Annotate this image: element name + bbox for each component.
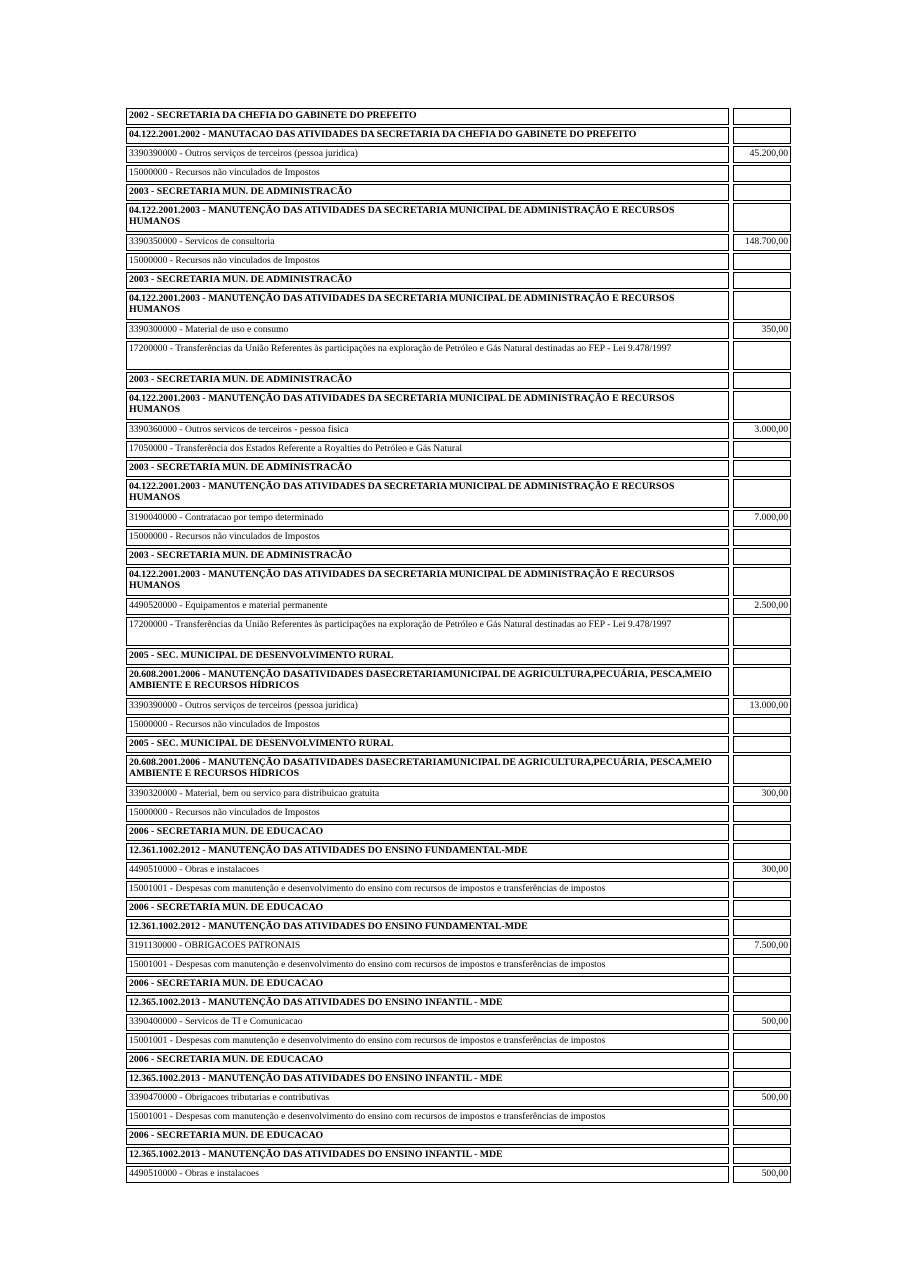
table-header-row (126, 648, 791, 665)
row-description: 15000000 - Recursos não vinculados de Impostos (126, 529, 729, 546)
row-value: 13.000,00 (733, 698, 791, 715)
row-description: 3390300000 - Material de uso e consumo (126, 322, 729, 339)
table-row (126, 1014, 791, 1031)
row-value: 148.700,00 (733, 234, 791, 251)
row-description: 3390360000 - Outros servicos de terceiros - pessoa fisica (126, 422, 729, 439)
table-row (126, 341, 791, 370)
table-row (126, 1033, 791, 1050)
row-value: 350,00 (733, 322, 791, 339)
row-description: 3190040000 - Contratacao por tempo determinado (126, 510, 729, 527)
row-description: 2006 - SECRETARIA MUN. DE EDUCACAO (126, 1052, 729, 1069)
table-header-row (126, 108, 791, 125)
row-value: 300,00 (733, 786, 791, 803)
table-header-row (126, 824, 791, 841)
row-value (733, 976, 791, 993)
table-row (126, 165, 791, 182)
table-header-row (126, 203, 791, 232)
row-description: 2006 - SECRETARIA MUN. DE EDUCACAO (126, 1128, 729, 1145)
table-row (126, 234, 791, 251)
row-description: 20.608.2001.2006 - MANUTENÇÃO DASATIVIDADES DASECRETARIAMUNICIPAL DE AGRICULTURA,PECUÁRIA, PESCA,MEIO AMBIENTE E RECURSOS HÍDRICOS (126, 667, 729, 696)
row-description: 2005 - SEC. MUNICIPAL DE DESENVOLVIMENTO RURAL (126, 648, 729, 665)
row-value: 7.500,00 (733, 938, 791, 955)
row-value (733, 441, 791, 458)
table-row (126, 1109, 791, 1126)
row-value (733, 824, 791, 841)
row-value (733, 291, 791, 320)
row-description: 3390390000 - Outros serviços de terceiros (pessoa juridica) (126, 146, 729, 163)
row-value (733, 272, 791, 289)
table-header-row (126, 372, 791, 389)
row-description: 3191130000 - OBRIGACOES PATRONAIS (126, 938, 729, 955)
table-row (126, 253, 791, 270)
table-row (126, 617, 791, 646)
budget-table (126, 108, 791, 1185)
row-value: 500,00 (733, 1014, 791, 1031)
row-description: 04.122.2001.2003 - MANUTENÇÃO DAS ATIVIDADES DA SECRETARIA MUNICIPAL DE ADMINISTRAÇÃO E RECURSOS HUMANOS (126, 203, 729, 232)
row-description: 04.122.2001.2002 - MANUTACAO DAS ATIVIDADES DA SECRETARIA DA CHEFIA DO GABINETE DO PREFEITO (126, 127, 729, 144)
row-value (733, 165, 791, 182)
row-description: 15000000 - Recursos não vinculados de Impostos (126, 253, 729, 270)
row-description: 3390400000 - Servicos de TI e Comunicacao (126, 1014, 729, 1031)
row-value (733, 548, 791, 565)
row-value (733, 479, 791, 508)
table-header-row (126, 127, 791, 144)
table-header-row (126, 667, 791, 696)
row-value (733, 805, 791, 822)
table-header-row (126, 1128, 791, 1145)
table-header-row (126, 919, 791, 936)
row-description: 3390320000 - Material, bem ou servico para distribuicao gratuita (126, 786, 729, 803)
row-value (733, 900, 791, 917)
table-row (126, 698, 791, 715)
table-row (126, 805, 791, 822)
row-description: 4490520000 - Equipamentos e material permanente (126, 598, 729, 615)
row-value (733, 341, 791, 370)
row-description: 2006 - SECRETARIA MUN. DE EDUCACAO (126, 976, 729, 993)
row-value (733, 995, 791, 1012)
table-header-row (126, 460, 791, 477)
row-description: 04.122.2001.2003 - MANUTENÇÃO DAS ATIVIDADES DA SECRETARIA MUNICIPAL DE ADMINISTRAÇÃO E RECURSOS HUMANOS (126, 291, 729, 320)
table-header-row (126, 391, 791, 420)
row-description: 2003 - SECRETARIA MUN. DE ADMINISTRACÃO (126, 460, 729, 477)
table-header-row (126, 900, 791, 917)
row-description: 3390390000 - Outros serviços de terceiros (pessoa juridica) (126, 698, 729, 715)
row-description: 17200000 - Transferências da União Referentes às participações na exploração de Petróleo e Gás Natural destinadas ao FEP - Lei 9.478/1997 (126, 341, 729, 370)
table-row (126, 1166, 791, 1183)
table-row (126, 529, 791, 546)
row-value (733, 372, 791, 389)
table-header-row (126, 1147, 791, 1164)
row-description: 4490510000 - Obras e instalacoes (126, 862, 729, 879)
row-value (733, 391, 791, 420)
row-description: 2005 - SEC. MUNICIPAL DE DESENVOLVIMENTO RURAL (126, 736, 729, 753)
table-row (126, 881, 791, 898)
row-description: 17200000 - Transferências da União Referentes às participações na exploração de Petróleo e Gás Natural destinadas ao FEP - Lei 9.478/1997 (126, 617, 729, 646)
table-row (126, 862, 791, 879)
table-header-row (126, 184, 791, 201)
row-description: 04.122.2001.2003 - MANUTENÇÃO DAS ATIVIDADES DA SECRETARIA MUNICIPAL DE ADMINISTRAÇÃO E RECURSOS HUMANOS (126, 479, 729, 508)
row-value (733, 1052, 791, 1069)
row-value (733, 667, 791, 696)
row-description: 17050000 - Transferência dos Estados Referente a Royalties do Petróleo e Gás Natural (126, 441, 729, 458)
table-row (126, 441, 791, 458)
row-description: 2002 - SECRETARIA DA CHEFIA DO GABINETE DO PREFEITO (126, 108, 729, 125)
row-description: 15001001 - Despesas com manutenção e desenvolvimento do ensino com recursos de impostos e transferências de impostos (126, 1033, 729, 1050)
row-description: 15000000 - Recursos não vinculados de Impostos (126, 805, 729, 822)
row-value: 300,00 (733, 862, 791, 879)
row-description: 12.365.1002.2013 - MANUTENÇÃO DAS ATIVIDADES DO ENSINO INFANTIL - MDE (126, 1147, 729, 1164)
row-value (733, 717, 791, 734)
row-value (733, 957, 791, 974)
table-header-row (126, 567, 791, 596)
table-header-row (126, 755, 791, 784)
row-description: 04.122.2001.2003 - MANUTENÇÃO DAS ATIVIDADES DA SECRETARIA MUNICIPAL DE ADMINISTRAÇÃO E RECURSOS HUMANOS (126, 391, 729, 420)
row-value (733, 460, 791, 477)
row-value: 500,00 (733, 1090, 791, 1107)
row-value: 3.000,00 (733, 422, 791, 439)
row-value (733, 1033, 791, 1050)
table-header-row (126, 843, 791, 860)
row-description: 2006 - SECRETARIA MUN. DE EDUCACAO (126, 824, 729, 841)
table-row (126, 786, 791, 803)
table-row (126, 598, 791, 615)
row-description: 20.608.2001.2006 - MANUTENÇÃO DASATIVIDADES DASECRETARIAMUNICIPAL DE AGRICULTURA,PECUÁRIA, PESCA,MEIO AMBIENTE E RECURSOS HÍDRICOS (126, 755, 729, 784)
row-value (733, 253, 791, 270)
row-description: 12.365.1002.2013 - MANUTENÇÃO DAS ATIVIDADES DO ENSINO INFANTIL - MDE (126, 1071, 729, 1088)
row-description: 2003 - SECRETARIA MUN. DE ADMINISTRACÃO (126, 548, 729, 565)
table-header-row (126, 479, 791, 508)
row-value (733, 567, 791, 596)
row-description: 15000000 - Recursos não vinculados de Impostos (126, 165, 729, 182)
row-description: 2003 - SECRETARIA MUN. DE ADMINISTRACÃO (126, 184, 729, 201)
row-value (733, 203, 791, 232)
row-value (733, 1109, 791, 1126)
row-value (733, 1147, 791, 1164)
table-row (126, 717, 791, 734)
row-description: 2006 - SECRETARIA MUN. DE EDUCACAO (126, 900, 729, 917)
table-row (126, 938, 791, 955)
table-row (126, 957, 791, 974)
table-row (126, 422, 791, 439)
row-value (733, 108, 791, 125)
row-description: 15001001 - Despesas com manutenção e desenvolvimento do ensino com recursos de impostos e transferências de impostos (126, 957, 729, 974)
row-description: 15001001 - Despesas com manutenção e desenvolvimento do ensino com recursos de impostos e transferências de impostos (126, 881, 729, 898)
table-header-row (126, 976, 791, 993)
row-value: 2.500,00 (733, 598, 791, 615)
row-description: 12.361.1002.2012 - MANUTENÇÃO DAS ATIVIDADES DO ENSINO FUNDAMENTAL-MDE (126, 919, 729, 936)
row-description: 2003 - SECRETARIA MUN. DE ADMINISTRACÃO (126, 372, 729, 389)
row-description: 4490510000 - Obras e instalacoes (126, 1166, 729, 1183)
row-description: 3390350000 - Servicos de consultoria (126, 234, 729, 251)
row-value (733, 648, 791, 665)
row-description: 15000000 - Recursos não vinculados de Impostos (126, 717, 729, 734)
row-value (733, 617, 791, 646)
row-description: 12.365.1002.2013 - MANUTENÇÃO DAS ATIVIDADES DO ENSINO INFANTIL - MDE (126, 995, 729, 1012)
row-value: 500,00 (733, 1166, 791, 1183)
row-value (733, 736, 791, 753)
row-description: 2003 - SECRETARIA MUN. DE ADMINISTRACÃO (126, 272, 729, 289)
table-header-row (126, 1052, 791, 1069)
table-row (126, 146, 791, 163)
row-value (733, 919, 791, 936)
row-value (733, 881, 791, 898)
table-header-row (126, 995, 791, 1012)
row-value (733, 184, 791, 201)
row-value (733, 529, 791, 546)
table-row (126, 510, 791, 527)
row-description: 3390470000 - Obrigacoes tributarias e contributivas (126, 1090, 729, 1107)
table-header-row (126, 736, 791, 753)
row-value (733, 755, 791, 784)
row-description: 15001001 - Despesas com manutenção e desenvolvimento do ensino com recursos de impostos e transferências de impostos (126, 1109, 729, 1126)
row-description: 12.361.1002.2012 - MANUTENÇÃO DAS ATIVIDADES DO ENSINO FUNDAMENTAL-MDE (126, 843, 729, 860)
row-value (733, 843, 791, 860)
table-header-row (126, 548, 791, 565)
table-header-row (126, 1071, 791, 1088)
row-description: 04.122.2001.2003 - MANUTENÇÃO DAS ATIVIDADES DA SECRETARIA MUNICIPAL DE ADMINISTRAÇÃO E RECURSOS HUMANOS (126, 567, 729, 596)
table-header-row (126, 272, 791, 289)
row-value: 45.200,00 (733, 146, 791, 163)
row-value (733, 127, 791, 144)
row-value: 7.000,00 (733, 510, 791, 527)
table-row (126, 322, 791, 339)
table-header-row (126, 291, 791, 320)
table-row (126, 1090, 791, 1107)
row-value (733, 1128, 791, 1145)
row-value (733, 1071, 791, 1088)
